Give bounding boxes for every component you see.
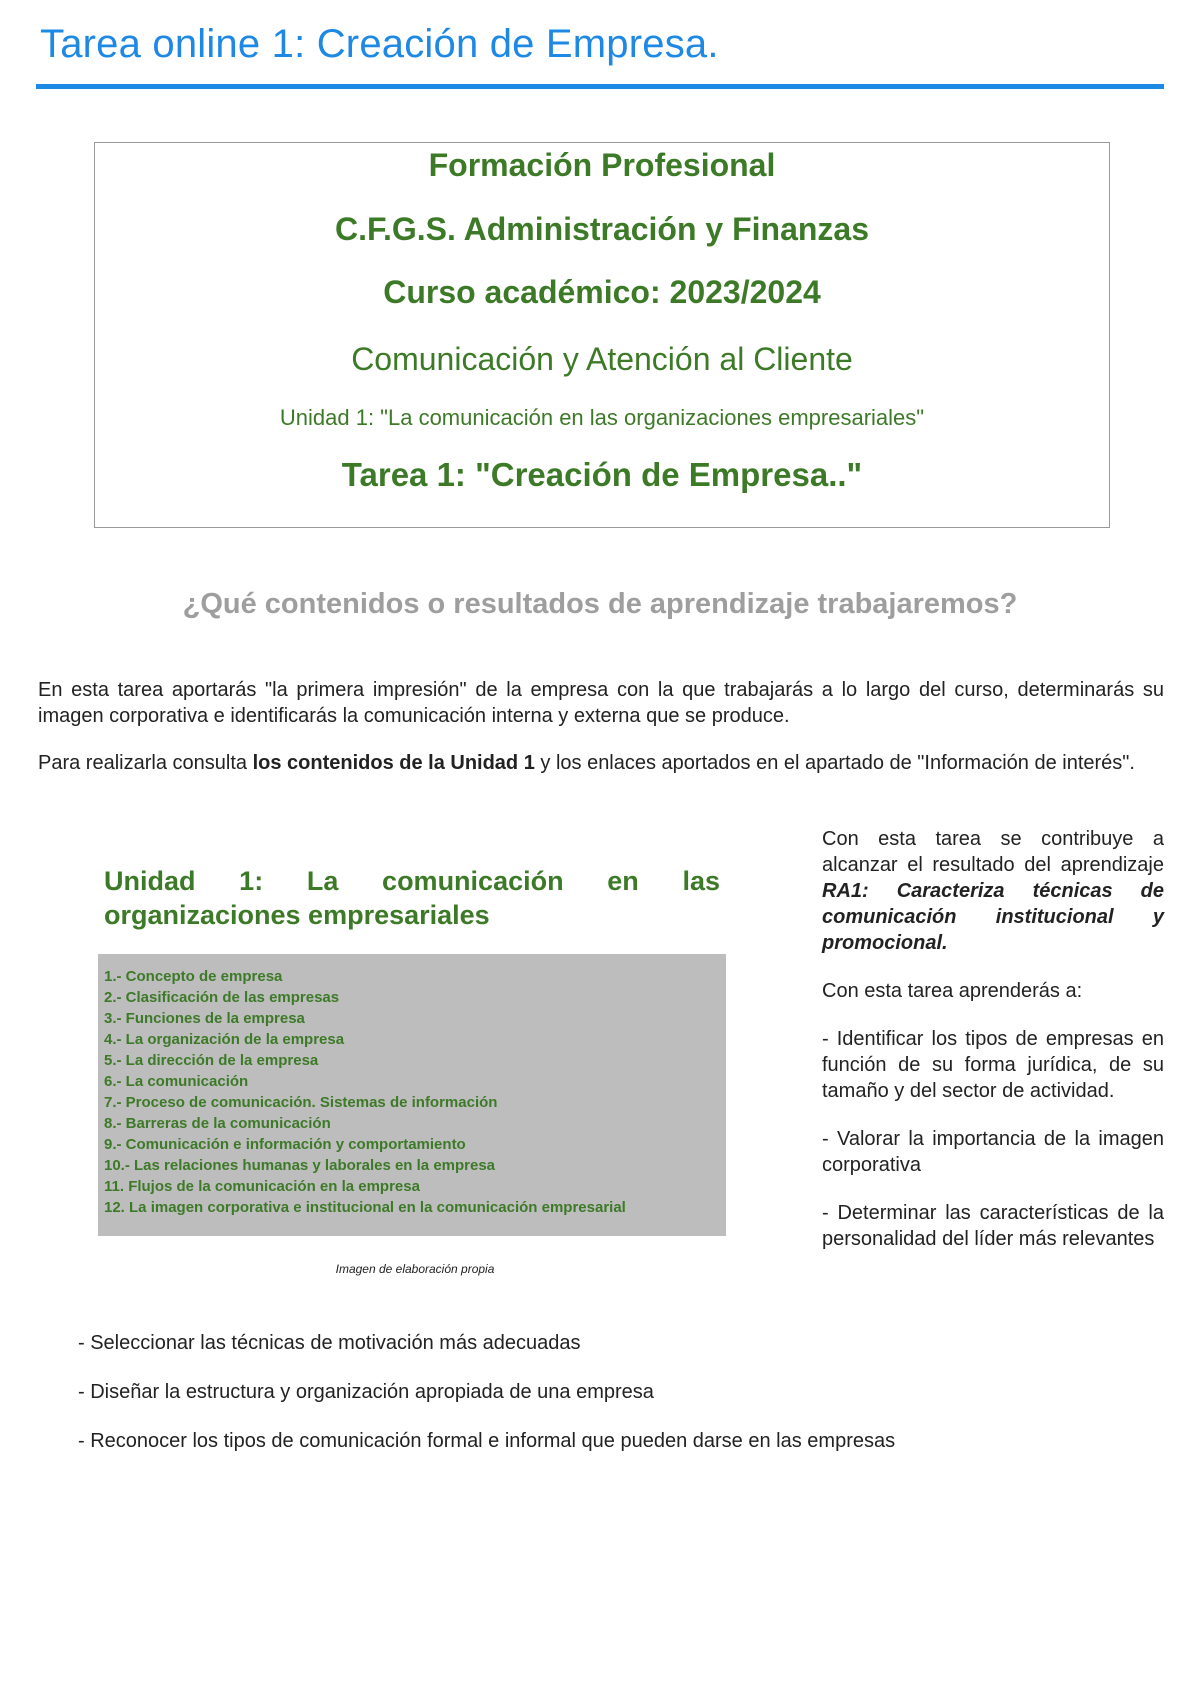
intro-paragraph: En esta tarea aportarás "la primera impresión" de la empresa con la que trabajarás a lo largo del curso, determinarás su imagen corporativa e identificarás la comunicación interna y externa que se produce. — [38, 679, 1164, 727]
unit-contents-image — [90, 858, 740, 1288]
course-name: C.F.G.S. Administración y Finanzas — [334, 211, 870, 247]
toc-item: 12. La imagen corporativa e institucional en la comunicación empresarial — [104, 1199, 626, 1216]
toc-item: 6.- La comunicación — [104, 1073, 249, 1090]
unit-toc-list — [104, 966, 626, 1218]
unit-toc-box — [98, 954, 726, 1236]
learning-outcomes-column — [822, 826, 1164, 1252]
instructions-text-start: Para realizarla consulta — [38, 752, 253, 774]
toc-item: 3.- Funciones de la empresa — [104, 1010, 305, 1027]
toc-item: 8.- Barreras de la comunicación — [104, 1115, 331, 1132]
ra1-text: RA1: Caracteriza técnicas de comunicación institucional y promocional. — [822, 880, 1164, 954]
unit-heading-line1: Unidad 1: La comunicación en las — [104, 866, 720, 896]
toc-item: 11. Flujos de la comunicación en la empresa — [104, 1178, 420, 1195]
toc-item: 2.- Clasificación de las empresas — [104, 989, 340, 1006]
contribution-paragraph — [822, 826, 1164, 956]
task-name: Tarea 1: "Creación de Empresa.." — [341, 456, 863, 493]
learning-item: - Seleccionar las técnicas de motivación más adecuadas — [78, 1332, 581, 1354]
toc-item: 7.- Proceso de comunicación. Sistemas de información — [104, 1094, 498, 1111]
learning-items-list — [78, 1330, 895, 1454]
toc-item: 1.- Concepto de empresa — [104, 968, 283, 985]
toc-item: 4.- La organización de la empresa — [104, 1031, 345, 1048]
page-title: Tarea online 1: Creación de Empresa. — [40, 22, 719, 66]
image-caption: Imagen de elaboración propia — [335, 1262, 495, 1276]
learning-item: - Determinar las características de la personalidad del líder más relevantes — [822, 1202, 1164, 1250]
unit-heading-line2: organizaciones empresariales — [104, 900, 490, 930]
instructions-bold-text: los contenidos de la Unidad 1 — [252, 752, 535, 774]
instructions-paragraph — [38, 750, 1164, 776]
unit-name: Unidad 1: "La comunicación en las organizaciones empresariales" — [279, 405, 925, 430]
unit-image-heading — [104, 864, 720, 932]
instructions-text-end: y los enlaces aportados en el apartado de "Información de interés". — [534, 752, 1135, 774]
toc-item: 10.- Las relaciones humanas y laborales en la empresa — [104, 1157, 496, 1174]
academic-year: Curso académico: 2023/2024 — [383, 274, 821, 310]
learning-item: - Diseñar la estructura y organización apropiada de una empresa — [78, 1381, 654, 1403]
learn-intro: Con esta tarea aprenderás a: — [822, 980, 1083, 1002]
course-info-box — [94, 142, 1110, 528]
title-divider — [36, 84, 1164, 89]
toc-item: 5.- La dirección de la empresa — [104, 1052, 319, 1069]
module-name: Comunicación y Atención al Cliente — [351, 341, 853, 377]
contribution-text: Con esta tarea se contribuye a alcanzar el resultado del aprendizaje — [822, 828, 1164, 876]
learning-item: - Valorar la importancia de la imagen corporativa — [822, 1128, 1164, 1176]
learning-item: - Identificar los tipos de empresas en función de su forma jurídica, de su tamaño y del sector de actividad. — [822, 1028, 1164, 1102]
section-heading: ¿Qué contenidos o resultados de aprendizaje trabajaremos? — [182, 588, 1018, 620]
learning-item: - Reconocer los tipos de comunicación formal e informal que pueden darse en las empresas — [78, 1430, 896, 1452]
toc-item: 9.- Comunicación e información y comportamiento — [104, 1136, 466, 1153]
program-label: Formación Profesional — [428, 147, 776, 183]
